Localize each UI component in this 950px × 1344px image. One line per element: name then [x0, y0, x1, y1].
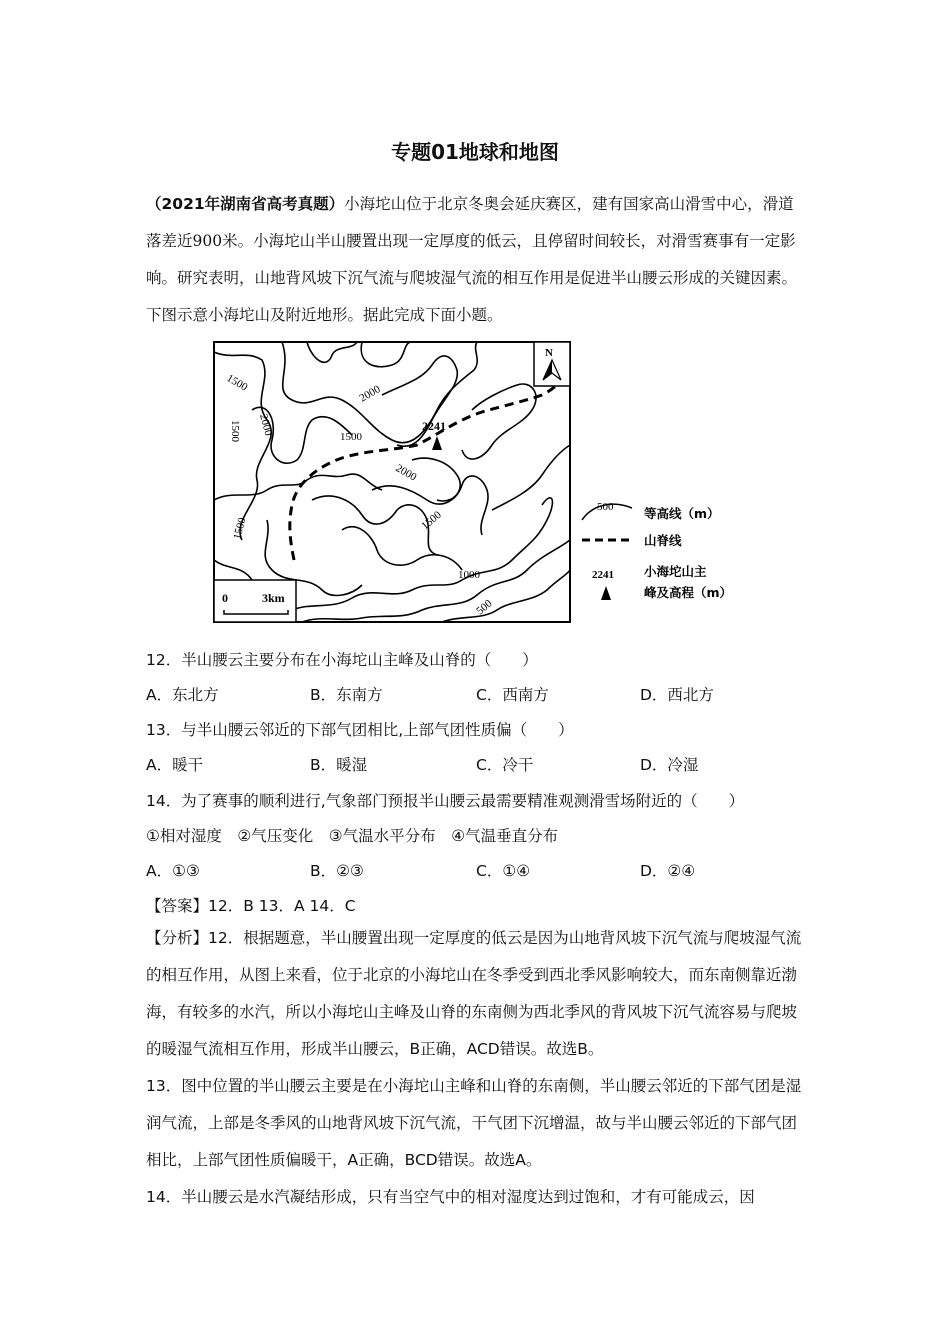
contour-label: 1000	[458, 569, 480, 581]
contour-label: 1500	[419, 508, 444, 533]
legend-contour-sample: 500	[597, 501, 614, 513]
analysis-paragraph-12: 【分析】12．根据题意，半山腰置出现一定厚度的低云是因为山地背风坡下沉气流与爬坡湿气流的相互作用，从图上来看，位于北京的小海坨山在冬季受到西北季风影响较大，而东南侧靠近渤海，有较多的水汽，所以小海坨山主峰及山脊的东南侧为西北季风的背风坡下沉气流容易与爬坡的暖湿气流相互作用，形成半山腰云，B正确，ACD错误。故选B。	[146, 929, 802, 1058]
question-14-option-a: A．①③	[146, 862, 200, 880]
question-13-option-b: B．暖湿	[310, 756, 368, 774]
question-12-option-a: A．东北方	[146, 686, 219, 704]
question-13-stem: 13．与半山腰云邻近的下部气团相比,上部气团性质偏（ ）	[146, 721, 574, 739]
question-13-option-a: A．暖干	[146, 756, 204, 774]
analysis-block	[146, 920, 808, 1216]
intro-text: 小海坨山位于北京冬奥会延庆赛区，建有国家高山滑雪中心，滑道落差近900米。小海坨山半山腰置出现一定厚度的低云，且停留时间较长，对滑雪赛事有一定影响。研究表明，山地背风坡下沉气流与爬坡湿气流的相互作用是促进半山腰云形成的关键因素。下图示意小海坨山及附近地形。据此完成下面小题。	[146, 195, 798, 324]
contour-label: 1500	[229, 420, 241, 442]
question-14-option-c: C．①④	[476, 862, 531, 880]
question-14-sub-items: ①相对湿度 ②气压变化 ③气温水平分布 ④气温垂直分布	[146, 827, 559, 845]
contour-label: 2000	[393, 462, 419, 484]
question-14-stem: 14．为了赛事的顺利进行,气象部门预报半山腰云最需要精准观测滑雪场附近的（ ）	[146, 792, 745, 810]
question-13-option-d: D．冷湿	[640, 756, 699, 774]
legend-ridge-text: 山脊线	[644, 533, 682, 548]
north-label: N	[545, 347, 553, 359]
intro-source: （2021年湖南省高考真题）	[146, 195, 345, 213]
ridge-line	[290, 380, 562, 560]
legend-peak-value: 2241	[592, 569, 614, 581]
question-12-option-d: D．西北方	[640, 686, 714, 704]
contour-label: 2000	[357, 383, 383, 405]
analysis-paragraph-14: 14．半山腰云是水汽凝结形成，只有当空气中的相对湿度达到过饱和，才有可能成云，因	[146, 1188, 755, 1206]
peak-label: 2241	[422, 419, 446, 433]
question-13-option-c: C．冷干	[476, 756, 534, 774]
question-12-option-c: C．西南方	[476, 686, 549, 704]
contour-label: 2000	[257, 412, 275, 438]
question-14-option-d: D．②④	[640, 862, 696, 880]
intro-paragraph	[146, 186, 808, 334]
analysis-paragraph-13: 13．图中位置的半山腰云主要是在小海坨山主峰和山脊的东南侧，半山腰云邻近的下部气团是湿润气流，上部是冬季风的山地背风坡下沉气流，干气团下沉增温，故与半山腰云邻近的下部气团相比，上部气团性质偏暖干，A正确，BCD错误。故选A。	[146, 1077, 802, 1169]
contour-label: 1500	[340, 431, 362, 443]
peak-triangle-icon	[432, 436, 442, 450]
legend-contour-text: 等高线（m）	[644, 506, 720, 521]
legend-peak-text-2: 峰及高程（m）	[644, 585, 733, 600]
question-12-stem: 12．半山腰云主要分布在小海坨山主峰及山脊的（ ）	[146, 651, 538, 669]
topographic-map-figure	[212, 340, 752, 625]
question-14-option-b: B．②③	[310, 862, 364, 880]
scale-label-km: 3km	[262, 591, 285, 605]
contour-label: 1500	[231, 516, 249, 541]
scale-label-zero: 0	[222, 591, 228, 605]
question-12-option-b: B．东南方	[310, 686, 383, 704]
legend-peak-icon	[601, 586, 611, 600]
contour-label: 500	[474, 597, 495, 618]
legend-peak-text-1: 小海坨山主	[644, 564, 707, 579]
page-title: 专题01地球和地图	[391, 140, 559, 164]
contour-label: 1500	[224, 372, 250, 394]
answer-line: 【答案】12．B 13．A 14．C	[146, 897, 356, 915]
